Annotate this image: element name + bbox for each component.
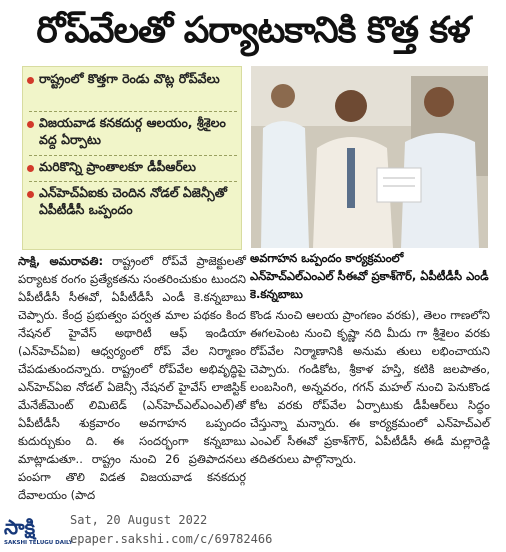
highlight-item: రాష్ట్రంలో కొత్తగా రెండు వొట్ల రోప్‌వేలు [39,71,220,86]
logo-text: సాక్షి [4,515,36,539]
bullet-icon [27,77,34,84]
sakshi-logo [4,514,73,548]
edition-date: Sat, 20 August 2022 [70,513,208,527]
footer [0,510,506,552]
divider [29,181,237,182]
photo-caption: అవగాహన ఒప్పందం కార్యక్రమంలో ఎన్‌హెచ్ఎల్‌ఎంఎల్ సీఈవో ప్రకాశ్‌గౌర్, ఏపీటీడీసీ ఎండీ కె.కన్నబాబు [250,251,489,301]
divider [29,155,237,156]
dateline: సాక్షి, అమరావతి: [18,254,104,268]
highlight-item: విజయవాడ కనకదుర్గ ఆలయం, శ్రీశైలం వద్ద ఏర్పాటు [39,115,226,147]
bullet-icon [27,191,34,198]
headline: రోప్‌వేలతో పర్యాటకానికి కొత్త కళ [36,10,470,51]
news-photo [251,66,488,248]
bullet-icon [27,165,34,172]
bullet-icon [27,121,34,128]
epaper-link[interactable]: epaper.sakshi.com/c/69782466 [70,532,273,546]
divider [29,111,237,112]
logo-tagline: SAKSHI TELUGU DAILY [4,540,73,546]
highlight-item: మరికొన్ని ప్రాంతాలకూ డీపీఆర్‌లు [39,159,196,174]
highlight-item: ఎన్‌హెచ్ఏఐకు చెందిన నోడల్ ఏజెన్సీతో ఏపీటీడీసీ ఒప్పందం [39,185,227,217]
people-photo-icon [251,66,488,248]
article-column-right: కొండ నుంచి ఆలయ ప్రాంగణం వరకు), తెలం గాణలోని ఈగలపెంట నుంచి కృష్ణా నది మీదు గా శ్రీశైలం వరకు రోప్‌వేల నిర్మాణానికి అనుమ తులు లభించాయని చెప్పారు. గండికోట, శ్రీకాళ హస్తి, కటికి జలపాతం, లంబసింగి, అన్నవరం, గగన్ మహల్ నుంచి పెనుకొండ కోట వరకు రోప్‌వేల ఏర్పాటుకు డీపీఆర్‌లు సిద్ధం చేస్తున్నా మన్నారు. ఈ కార్యక్రమంలో ఎన్‌హెచ్ఎల్ ఎంఎల్ సీఈవో ప్రకాశ్‌గౌర్, ఏపీటీడీసీ ఈడీ మల్లారెడ్డి తదితరులు పాల్గొన్నారు. [250,308,490,466]
article-body-left: రాష్ట్రంలో రోప్‌వే ప్రాజెక్టులతో పర్యాటక రంగం ప్రత్యేకతను సంతరించుకుం టుందని ఏపీటీడీసీ సీఈవో, ఏపీటీడీసీ ఎండీ కె.కన్నబాబు చెప్పారు. కేంద్ర ప్రభుత్వం పర్వత మాల పథకం కింద నేషనల్ హైవేస్ అథారిటీ ఆఫ్ ఇండియా (ఎన్‌హెచ్ఏఐ) ఆధ్వర్యంలో రోప్ వేల నిర్మాణం చేపడుతుందన్నారు. రాష్ట్రంలో రోప్‌వేల అభివృద్ధిపై ఎన్‌హెచ్ఏఐ నోడల్ ఏజెన్సీ నేషనల్ హైవేస్ లాజిస్టిక్ మేనేజ్‌మెంట్ లిమిటెడ్ (ఎన్‌హెచ్ఎల్‌ఎంఎల్)తో ఏపీటీడీసీ శుక్రవారం అవగాహన ఒప్పందం కుదుర్చుకుం ది. ఈ సందర్భంగా కన్నబాబు మాట్లాడుతూ.. రాష్ట్రం నుంచి 26 ప్రతిపాదనలు పంపగా తొలి విడత విజయవాడ కనకదుర్గ దేవాలయం (పాద [18,254,246,502]
article-column-left [18,252,246,504]
highlights-box [22,66,242,250]
